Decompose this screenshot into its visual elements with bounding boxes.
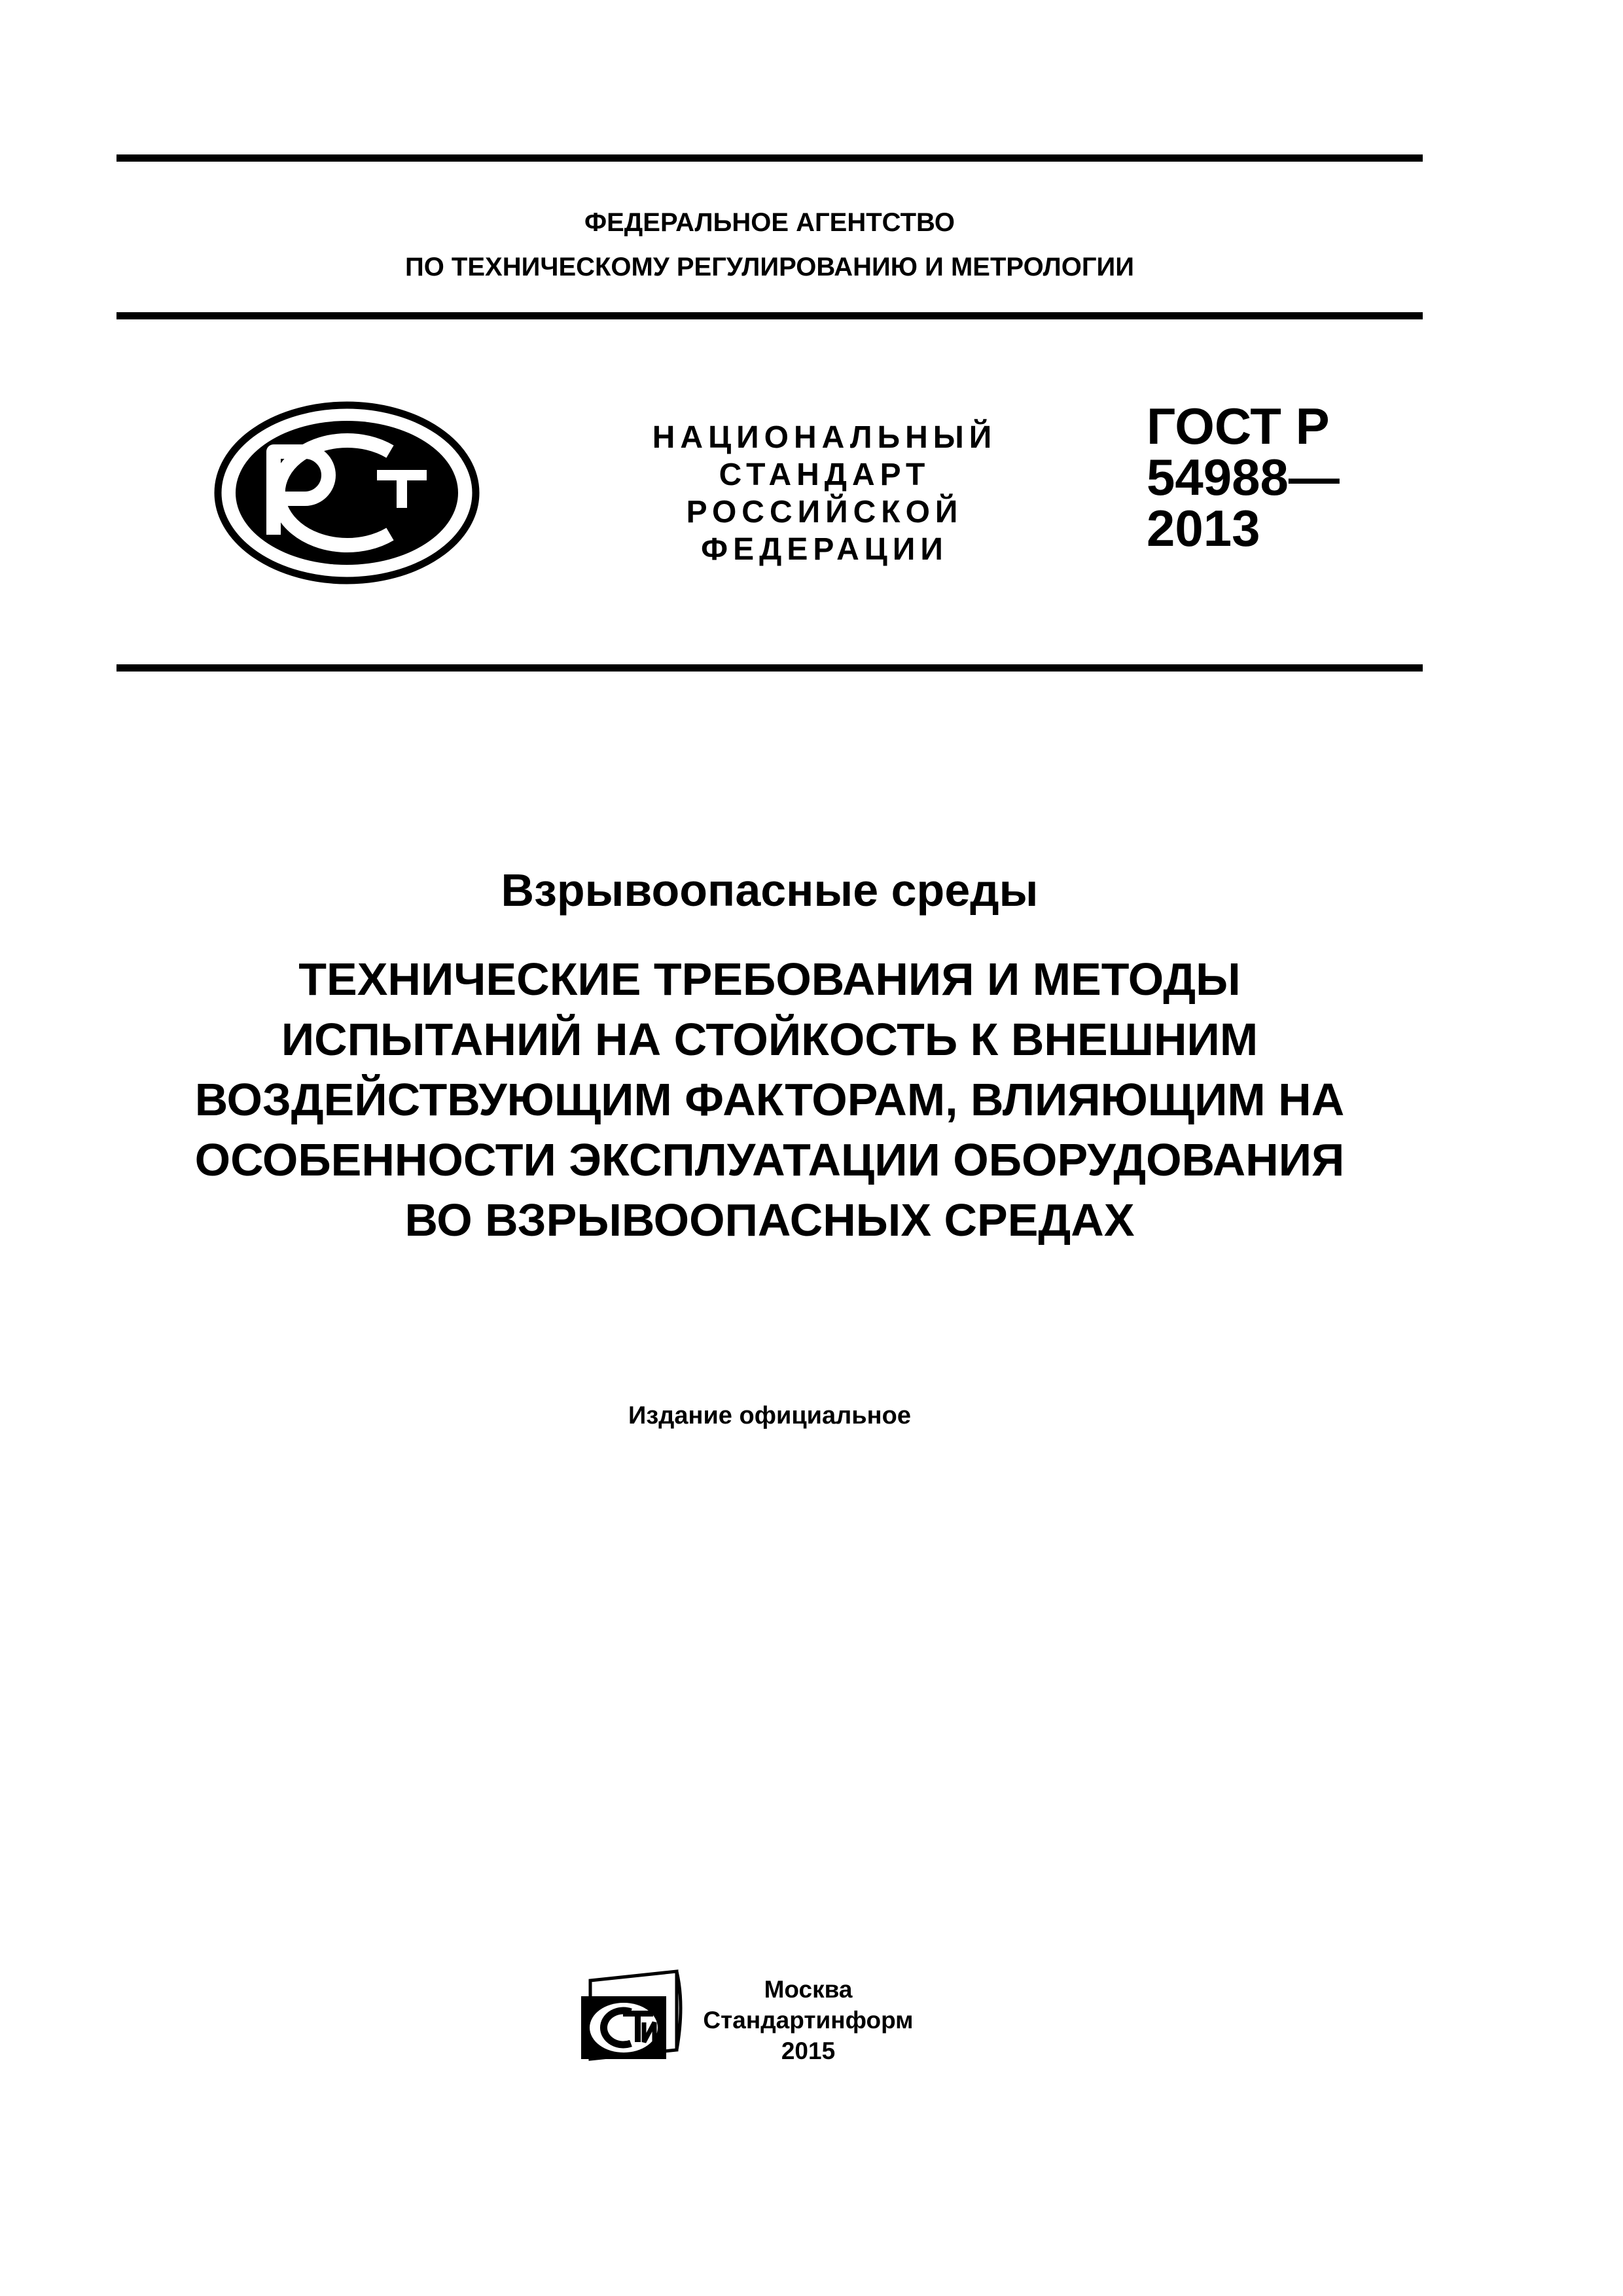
national-label-line: СТАНДАРТ xyxy=(719,457,931,492)
rst-certification-logo-icon xyxy=(213,401,480,585)
standartinform-logo-icon xyxy=(579,1966,690,2064)
national-label-line: РОССИЙСКОЙ xyxy=(686,495,963,529)
imprint-city: Москва xyxy=(764,1976,853,2003)
header-divider-rule xyxy=(116,312,1423,319)
title-line: ТЕХНИЧЕСКИЕ ТРЕБОВАНИЯ И МЕТОДЫ xyxy=(298,954,1241,1005)
designation-line: 2013 xyxy=(1147,499,1260,557)
document-title xyxy=(116,949,1423,1250)
national-standard-label xyxy=(609,419,1041,568)
top-rule xyxy=(116,154,1423,162)
agency-name-line-2: ПО ТЕХНИЧЕСКОМУ РЕГУЛИРОВАНИЮ И МЕТРОЛОГИИ xyxy=(404,253,1135,281)
standard-divider-rule xyxy=(116,664,1423,672)
designation-line: ГОСТ Р xyxy=(1147,397,1330,455)
designation-line: 54988— xyxy=(1147,448,1340,506)
title-line: ВО ВЗРЫВООПАСНЫХ СРЕДАХ xyxy=(404,1194,1135,1246)
publisher-imprint xyxy=(700,1974,916,2066)
national-label-line: НАЦИОНАЛЬНЫЙ xyxy=(652,420,997,455)
imprint-year: 2015 xyxy=(781,2037,836,2064)
national-label-line: ФЕДЕРАЦИИ xyxy=(701,532,948,567)
imprint-publisher: Стандартинформ xyxy=(703,2007,914,2034)
title-line: ИСПЫТАНИЙ НА СТОЙКОСТЬ К ВНЕШНИМ xyxy=(281,1014,1258,1065)
document-subtitle: Взрывоопасные среды xyxy=(501,865,1039,916)
title-line: ОСОБЕННОСТИ ЭКСПЛУАТАЦИИ ОБОРУДОВАНИЯ xyxy=(194,1134,1345,1185)
standard-designation xyxy=(1147,397,1340,557)
title-line: ВОЗДЕЙСТВУЮЩИМ ФАКТОРАМ, ВЛИЯЮЩИМ НА xyxy=(194,1074,1345,1125)
edition-label: Издание официальное xyxy=(628,1402,911,1429)
agency-name-line-1: ФЕДЕРАЛЬНОЕ АГЕНТСТВО xyxy=(584,208,955,237)
